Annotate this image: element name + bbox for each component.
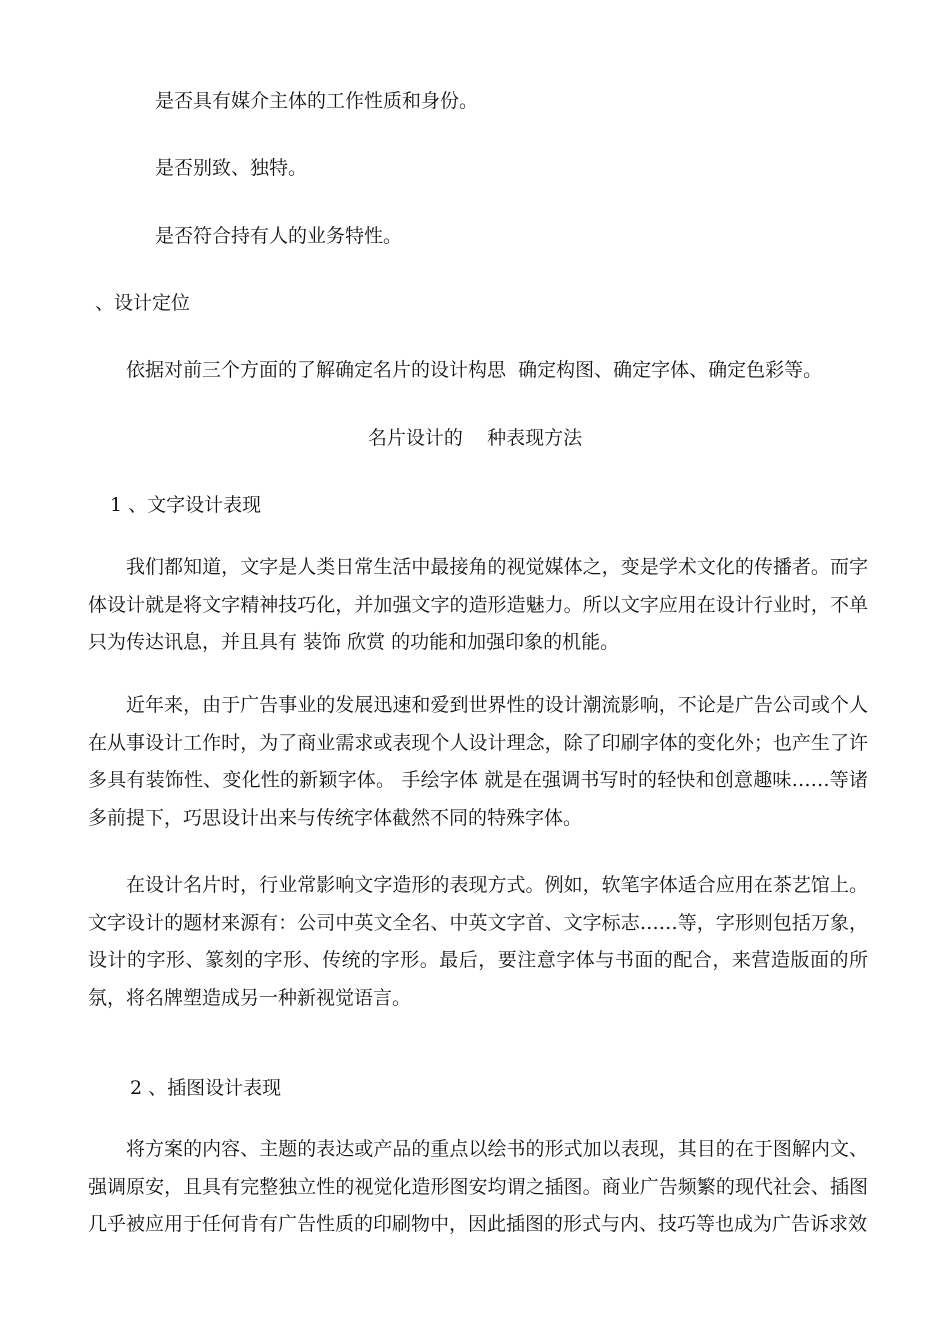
- illustration-design-heading: 2 、插图设计表现: [130, 1077, 282, 1099]
- methods-title: 名片设计的 种表现方法: [367, 427, 583, 449]
- positioning-body: 依据对前三个方面的了解确定名片的设计构思 确定构图、确定字体、确定色彩等。: [126, 359, 823, 381]
- illustration-design-paragraph: 将方案的内容、主题的表达或产品的重点以绘书的形式加以表现，其目的在于图解内文、强调原安，且具有完整独立性的视觉化造形图安均谓之插图。商业广告频繁的现代社会、插图几乎被应用于任何肯有广告性质的印刷物中，因此插图的形式与内、技巧等也成为广告诉求效: [88, 1138, 868, 1235]
- positioning-heading: 、设计定位: [95, 292, 191, 314]
- intro-item-3: 是否符合持有人的业务特性。: [155, 225, 403, 247]
- text-design-heading: 1 、文字设计表现: [110, 494, 262, 516]
- intro-item-2: 是否别致、独特。: [155, 157, 308, 179]
- text-design-paragraph-3: 在设计名片时，行业常影响文字造形的表现方式。例如，软笔字体适合应用在茶艺馆上。文字设计的题材来源有：公司中英文全名、中英文字首、文字标志……等，字形则包括万象，设计的字形、篆刻的字形、传统的字形。最后，要注意字体与书面的配合，来营造版面的所氛，将名牌塑造成另一种新视觉语言。: [88, 874, 868, 1009]
- text-design-paragraph-2: 近年来，由于广告事业的发展迅速和爱到世界性的设计潮流影响，不论是广告公司或个人在从事设计工作时，为了商业需求或表现个人设计理念，除了印刷字体的变化外；也产生了许多具有装饰性、变化性的新颖字体。 手绘字体 就是在强调书写时的轻快和创意趣味……等诸多前提下，巧思设计出来与传统字体截然不同的特殊字体。: [88, 694, 868, 829]
- intro-item-1: 是否具有媒介主体的工作性质和身份。: [155, 90, 479, 112]
- text-design-paragraph-1: 我们都知道，文字是人类日常生活中最接角的视觉媒体之，变是学术文化的传播者。而字体设计就是将文字精神技巧化，并加强文字的造形造魅力。所以文字应用在设计行业时，不单只为传达讯息，并且具有 装饰 欣赏 的功能和加强印象的机能。: [88, 556, 868, 653]
